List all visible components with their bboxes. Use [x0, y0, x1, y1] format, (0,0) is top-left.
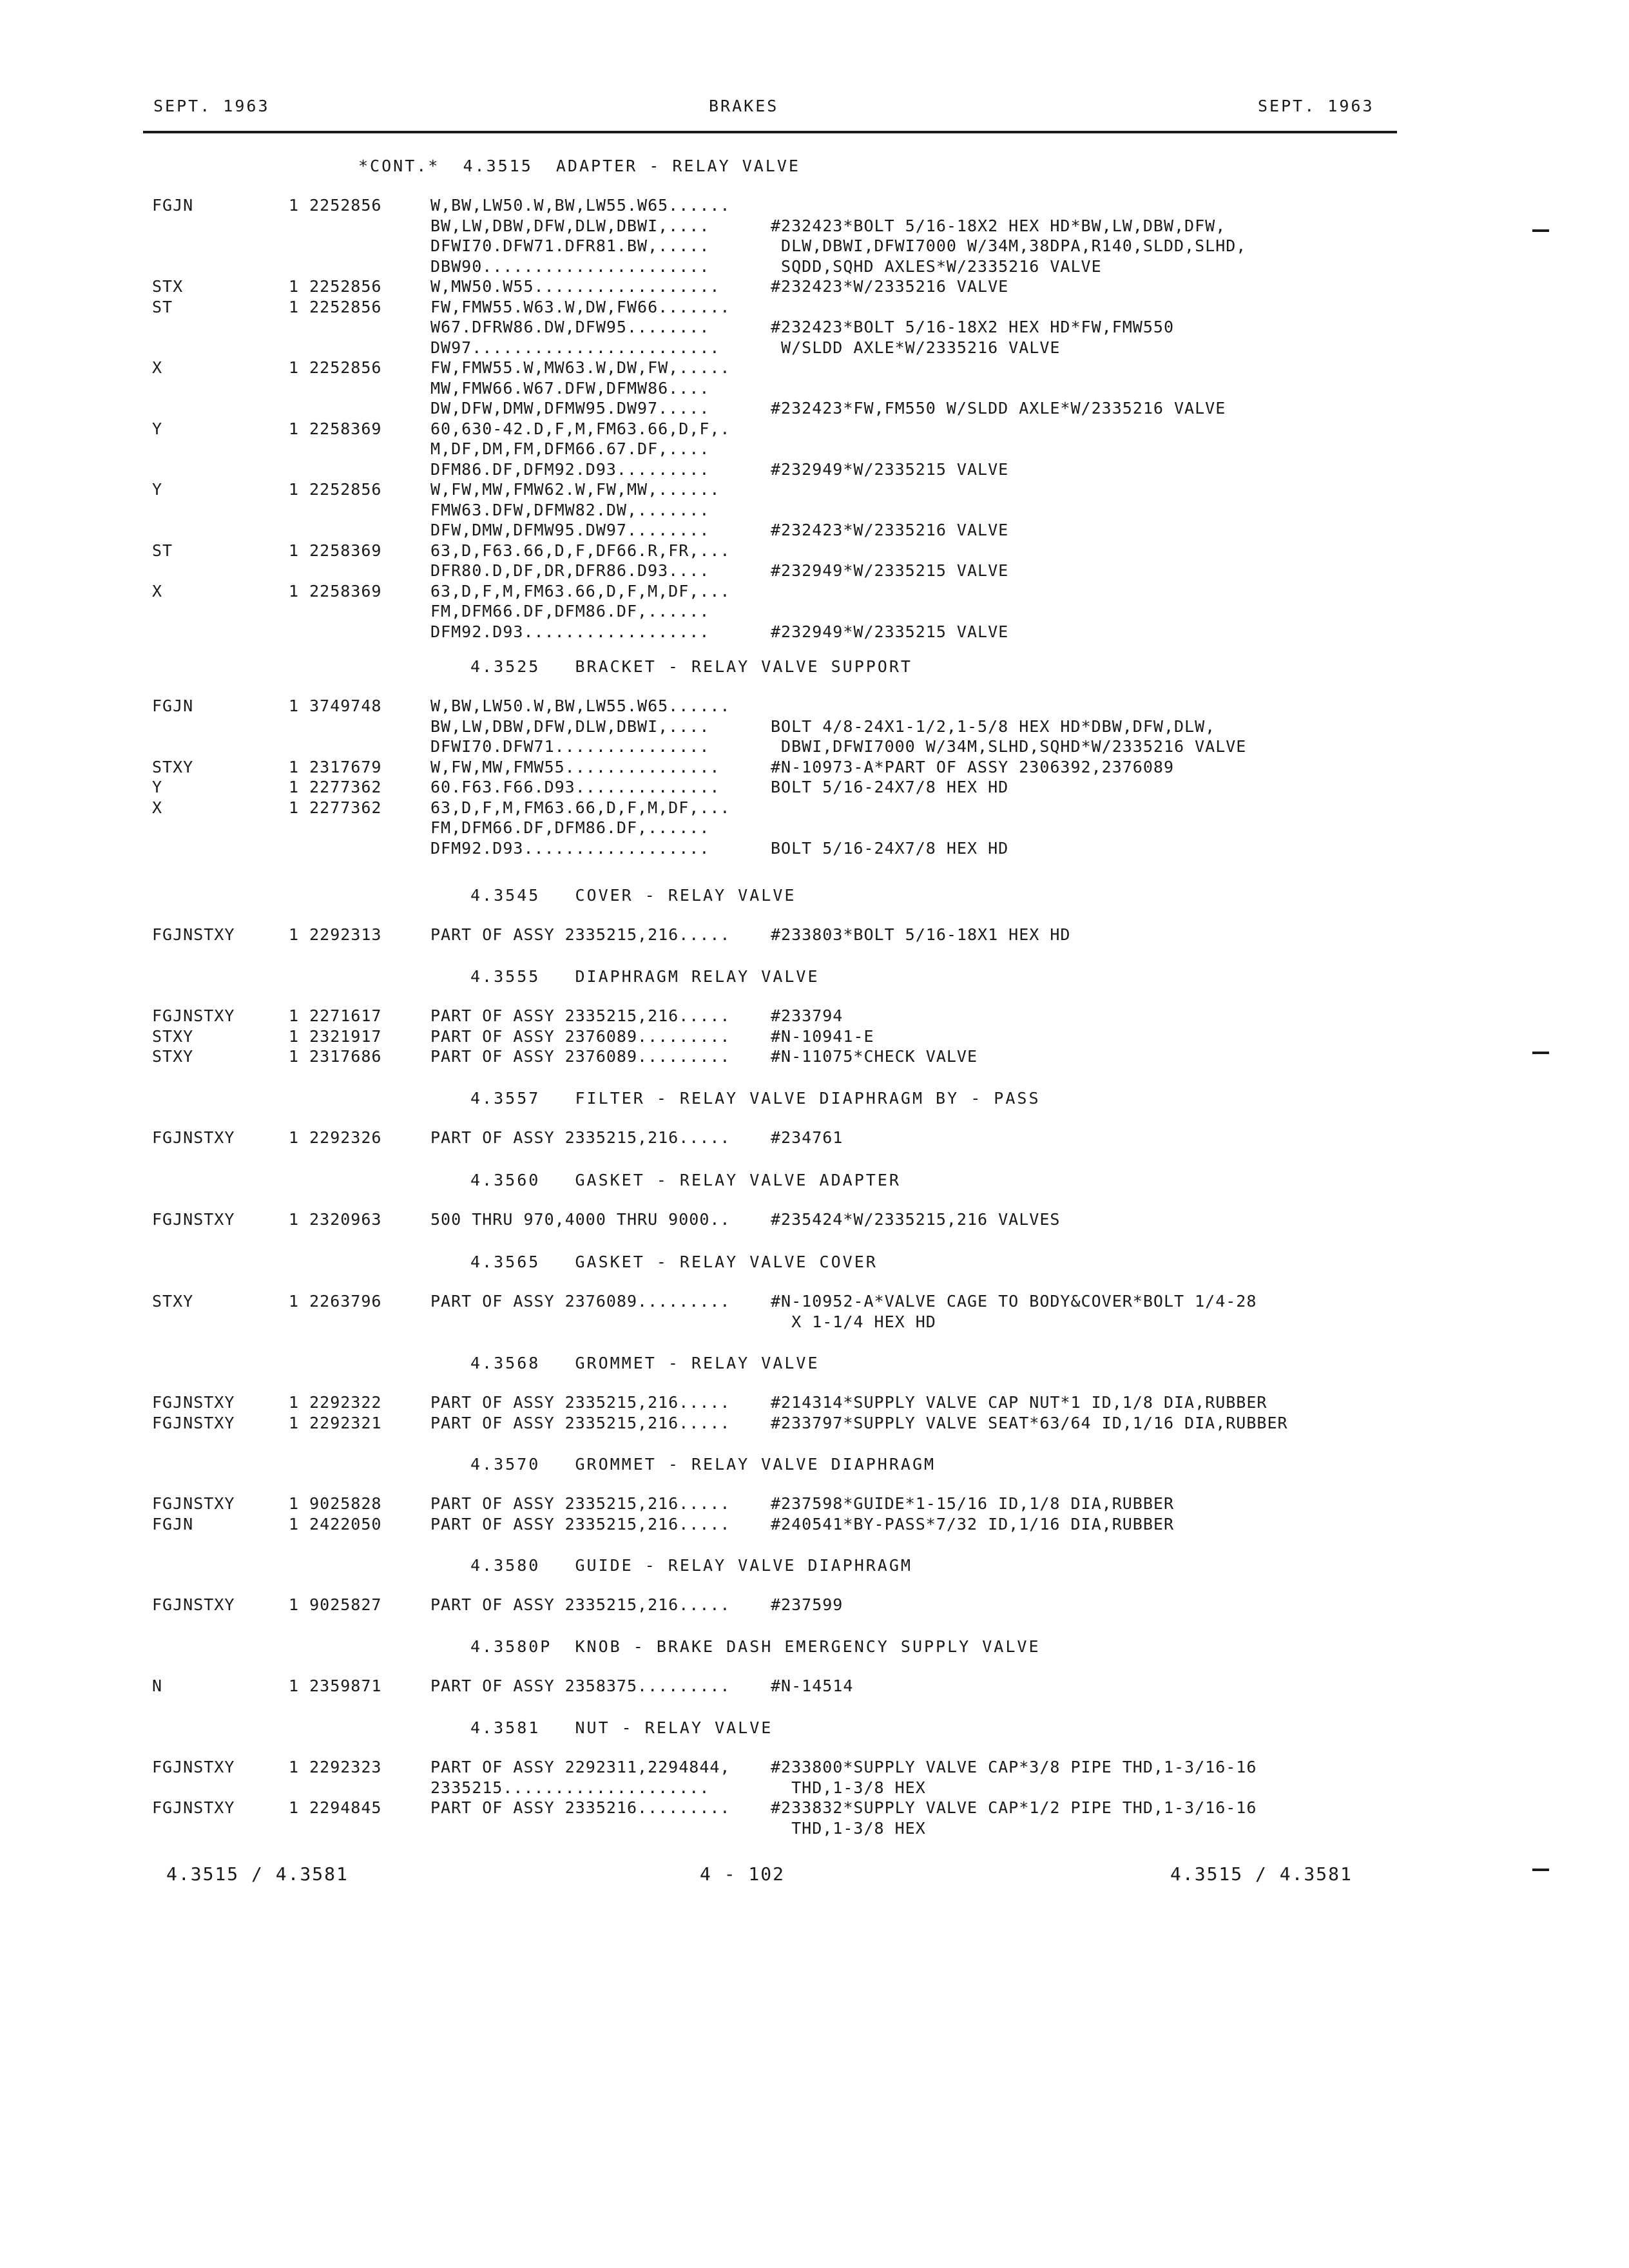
application: W,FW,MW,FMW55............... [430, 757, 720, 776]
application: DFR80.D,DF,DR,DFR86.D93.... [430, 561, 710, 580]
part-number: 1 2292322 [289, 1393, 382, 1412]
remarks: #233800*SUPPLY VALVE CAP*3/8 PIPE THD,1-3/16-16 [771, 1758, 1257, 1776]
part-number: 1 2292323 [289, 1758, 382, 1776]
application: FM,DFM66.DF,DFM86.DF,...... [430, 818, 710, 837]
section-title: 4.3557 FILTER - RELAY VALVE DIAPHRAGM BY - PASS [470, 1089, 1041, 1108]
application: FW,FMW55.W,MW63.W,DW,FW,..... [430, 358, 731, 377]
application: PART OF ASSY 2335215,216..... [430, 1393, 731, 1412]
application: W67.DFRW86.DW,DFW95........ [430, 318, 710, 336]
application: DW97........................ [430, 338, 720, 357]
model-code: FGJNSTXY [152, 1798, 235, 1817]
application: PART OF ASSY 2358375......... [430, 1677, 731, 1695]
application: PART OF ASSY 2376089......... [430, 1047, 731, 1066]
remarks: SQDD,SQHD AXLES*W/2335216 VALVE [771, 256, 1102, 276]
application: DFWI70.DFW71.DFR81.BW,..... [430, 236, 710, 255]
remarks: X 1-1/4 HEX HD [771, 1312, 936, 1331]
application: BW,LW,DBW,DFW,DLW,DBWI,.... [430, 216, 710, 235]
remarks: THD,1-3/8 HEX [771, 1778, 926, 1797]
remarks: #N-10952-A*VALVE CAGE TO BODY&COVER*BOLT 1/4-28 [771, 1292, 1257, 1311]
model-code: STXY [152, 1047, 194, 1066]
part-number: 1 2292326 [289, 1128, 382, 1147]
model-code: FGJNSTXY [152, 1494, 235, 1513]
remarks: #232423*FW,FM550 W/SLDD AXLE*W/2335216 VALVE [771, 399, 1226, 418]
application: PART OF ASSY 2335215,216..... [430, 1413, 731, 1432]
remarks: #237599 [771, 1595, 843, 1614]
part-number: 1 2317679 [289, 757, 382, 776]
application: PART OF ASSY 2292311,2294844, [430, 1758, 731, 1776]
application: DBW90...................... [430, 256, 710, 276]
application: 2335215.................... [430, 1778, 710, 1797]
application: FW,FMW55.W63.W,DW,FW66....... [430, 297, 731, 316]
application: PART OF ASSY 2335216......... [430, 1798, 731, 1817]
application: PART OF ASSY 2335215,216..... [430, 1128, 731, 1147]
remarks: #232423*BOLT 5/16-18X2 HEX HD*FW,FMW550 [771, 318, 1174, 336]
application: PART OF ASSY 2335215,216..... [430, 925, 731, 944]
application: MW,FMW66.W67.DFW,DFMW86.... [430, 378, 710, 398]
model-code: FGJNSTXY [152, 1758, 235, 1776]
section-title: *CONT.* 4.3515 ADAPTER - RELAY VALVE [358, 157, 800, 175]
model-code: X [152, 798, 163, 817]
part-number: 1 3749748 [289, 697, 382, 715]
application: FMW63.DFW,DFMW82.DW,....... [430, 500, 710, 519]
remarks: #240541*BY-PASS*7/32 ID,1/16 DIA,RUBBER [771, 1514, 1174, 1533]
application: 63,D,F,M,FM63.66,D,F,M,DF,... [430, 581, 731, 601]
model-code: Y [152, 419, 163, 438]
application: 63,D,F63.66,D,F,DF66.R,FR,... [430, 541, 731, 560]
application: M,DF,DM,FM,DFM66.67.DF,.... [430, 439, 710, 458]
application: DW,DFW,DMW,DFMW95.DW97..... [430, 399, 710, 418]
footer-page-number: 4 - 102 [700, 1863, 786, 1885]
footer-range-right: 4.3515 / 4.3581 [1170, 1863, 1353, 1885]
model-code: X [152, 358, 163, 377]
part-number: 1 2321917 [289, 1026, 382, 1046]
remarks: THD,1-3/8 HEX [771, 1818, 926, 1838]
application: 60,630-42.D,F,M,FM63.66,D,F,. [430, 419, 731, 438]
part-number: 1 2258369 [289, 419, 382, 438]
model-code: Y [152, 480, 163, 499]
section-title: 4.3560 GASKET - RELAY VALVE ADAPTER [470, 1171, 901, 1189]
application: DFW,DMW,DFMW95.DW97........ [430, 521, 710, 539]
application: BW,LW,DBW,DFW,DLW,DBWI,.... [430, 716, 710, 736]
model-code: FGJN [152, 196, 194, 215]
remarks: DBWI,DFWI7000 W/34M,SLHD,SQHD*W/2335216 VALVE [771, 737, 1247, 756]
header-title: BRAKES [709, 97, 779, 115]
part-number: 1 2252856 [289, 196, 382, 215]
remarks: #N-10973-A*PART OF ASSY 2306392,2376089 [771, 757, 1174, 776]
part-number: 1 2422050 [289, 1514, 382, 1533]
application: DFM86.DF,DFM92.D93......... [430, 459, 710, 479]
remarks: BOLT 5/16-24X7/8 HEX HD [771, 778, 1009, 796]
remarks: #N-14514 [771, 1677, 854, 1695]
section-title: 4.3555 DIAPHRAGM RELAY VALVE [470, 967, 820, 986]
section-title: 4.3580P KNOB - BRAKE DASH EMERGENCY SUPPLY VALVE [470, 1637, 1041, 1656]
remarks: #N-10941-E [771, 1026, 874, 1046]
part-number: 1 2294845 [289, 1798, 382, 1817]
application: W,BW,LW50.W,BW,LW55.W65...... [430, 697, 731, 715]
model-code: STX [152, 277, 184, 296]
part-number: 1 2292321 [289, 1413, 382, 1432]
section-title: 4.3525 BRACKET - RELAY VALVE SUPPORT [470, 657, 912, 676]
footer-range-left: 4.3515 / 4.3581 [166, 1863, 349, 1885]
part-number: 1 2252856 [289, 277, 382, 296]
remarks: DLW,DBWI,DFWI7000 W/34M,38DPA,R140,SLDD,SLHD, [771, 236, 1247, 255]
model-code: FGJNSTXY [152, 1393, 235, 1412]
remarks: #232423*W/2335216 VALVE [771, 277, 1009, 296]
remarks: #233797*SUPPLY VALVE SEAT*63/64 ID,1/16 DIA,RUBBER [771, 1413, 1288, 1432]
part-number: 1 2359871 [289, 1677, 382, 1695]
part-number: 1 2277362 [289, 798, 382, 817]
model-code: N [152, 1677, 163, 1695]
section-title: 4.3545 COVER - RELAY VALVE [470, 886, 796, 905]
margin-mark [1532, 229, 1549, 232]
remarks: #233832*SUPPLY VALVE CAP*1/2 PIPE THD,1-3/16-16 [771, 1798, 1257, 1817]
application: PART OF ASSY 2376089......... [430, 1292, 731, 1311]
remarks: BOLT 5/16-24X7/8 HEX HD [771, 838, 1009, 858]
application: PART OF ASSY 2335215,216..... [430, 1494, 731, 1513]
application: PART OF ASSY 2376089......... [430, 1026, 731, 1046]
part-number: 1 2317686 [289, 1047, 382, 1066]
margin-mark [1532, 1869, 1549, 1871]
application: PART OF ASSY 2335215,216..... [430, 1514, 731, 1533]
remarks: #N-11075*CHECK VALVE [771, 1047, 978, 1066]
remarks: W/SLDD AXLE*W/2335216 VALVE [771, 338, 1061, 357]
remarks: #233803*BOLT 5/16-18X1 HEX HD [771, 925, 1071, 944]
application: 63,D,F,M,FM63.66,D,F,M,DF,... [430, 798, 731, 817]
model-code: FGJN [152, 697, 194, 715]
application: W,BW,LW50.W,BW,LW55.W65...... [430, 196, 731, 215]
application: 60.F63.F66.D93.............. [430, 778, 720, 796]
section-title: 4.3568 GROMMET - RELAY VALVE [470, 1354, 820, 1372]
remarks: #232423*BOLT 5/16-18X2 HEX HD*BW,LW,DBW,DFW, [771, 216, 1226, 235]
application: PART OF ASSY 2335215,216..... [430, 1006, 731, 1025]
application: DFWI70.DFW71............... [430, 737, 710, 756]
remarks: BOLT 4/8-24X1-1/2,1-5/8 HEX HD*DBW,DFW,DLW, [771, 716, 1216, 736]
part-number: 1 9025828 [289, 1494, 382, 1513]
part-number: 1 2277362 [289, 778, 382, 796]
margin-mark [1532, 1052, 1549, 1054]
application: W,FW,MW,FMW62.W,FW,MW,...... [430, 480, 720, 499]
remarks: #232949*W/2335215 VALVE [771, 622, 1009, 641]
remarks: #233794 [771, 1006, 843, 1025]
part-number: 1 2252856 [289, 297, 382, 316]
model-code: X [152, 581, 163, 601]
model-code: STXY [152, 1026, 194, 1046]
application: W,MW50.W55.................. [430, 277, 720, 296]
model-code: Y [152, 778, 163, 796]
model-code: FGJN [152, 1514, 194, 1533]
application: 500 THRU 970,4000 THRU 9000.. [430, 1210, 731, 1229]
header-date-right: SEPT. 1963 [1258, 97, 1374, 115]
part-number: 1 2252856 [289, 480, 382, 499]
section-title: 4.3580 GUIDE - RELAY VALVE DIAPHRAGM [470, 1556, 912, 1575]
model-code: FGJNSTXY [152, 1006, 235, 1025]
application: DFM92.D93.................. [430, 622, 710, 641]
remarks: #234761 [771, 1128, 843, 1147]
part-number: 1 2258369 [289, 541, 382, 560]
model-code: STXY [152, 1292, 194, 1311]
model-code: STXY [152, 757, 194, 776]
header-date-left: SEPT. 1963 [153, 97, 270, 115]
part-number: 1 2263796 [289, 1292, 382, 1311]
model-code: FGJNSTXY [152, 1210, 235, 1229]
remarks: #232949*W/2335215 VALVE [771, 459, 1009, 479]
part-number: 1 2292313 [289, 925, 382, 944]
remarks: #214314*SUPPLY VALVE CAP NUT*1 ID,1/8 DIA,RUBBER [771, 1393, 1268, 1412]
model-code: ST [152, 297, 173, 316]
part-number: 1 2258369 [289, 581, 382, 601]
application: FM,DFM66.DF,DFM86.DF,...... [430, 602, 710, 620]
part-number: 1 2271617 [289, 1006, 382, 1025]
part-number: 1 2252856 [289, 358, 382, 377]
model-code: FGJNSTXY [152, 925, 235, 944]
section-title: 4.3565 GASKET - RELAY VALVE COVER [470, 1253, 878, 1271]
model-code: FGJNSTXY [152, 1595, 235, 1614]
remarks: #235424*W/2335215,216 VALVES [771, 1210, 1061, 1229]
application: PART OF ASSY 2335215,216..... [430, 1595, 731, 1614]
header-rule [143, 131, 1397, 133]
application: DFM92.D93.................. [430, 838, 710, 858]
model-code: ST [152, 541, 173, 560]
part-number: 1 9025827 [289, 1595, 382, 1614]
model-code: FGJNSTXY [152, 1413, 235, 1432]
part-number: 1 2320963 [289, 1210, 382, 1229]
remarks: #232423*W/2335216 VALVE [771, 521, 1009, 539]
remarks: #232949*W/2335215 VALVE [771, 561, 1009, 580]
remarks: #237598*GUIDE*1-15/16 ID,1/8 DIA,RUBBER [771, 1494, 1174, 1513]
section-title: 4.3570 GROMMET - RELAY VALVE DIAPHRAGM [470, 1455, 936, 1474]
model-code: FGJNSTXY [152, 1128, 235, 1147]
section-title: 4.3581 NUT - RELAY VALVE [470, 1718, 773, 1737]
